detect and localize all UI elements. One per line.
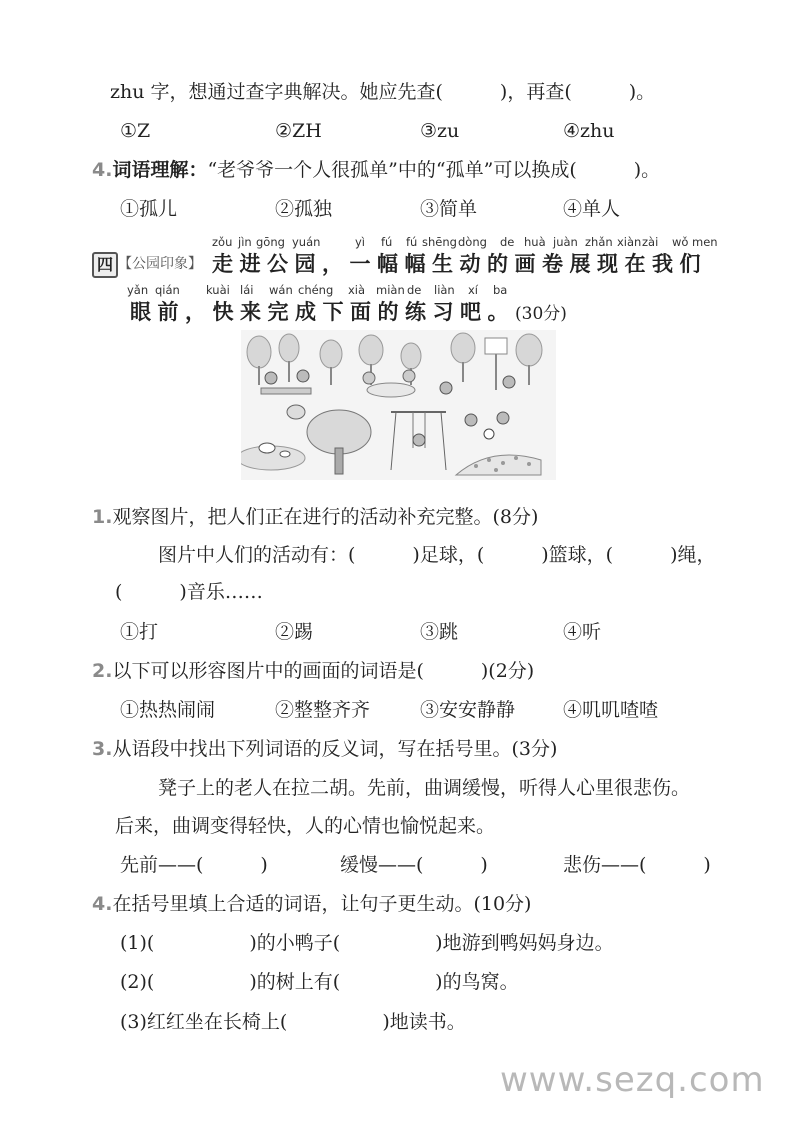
p4-text: 在括号里填上合适的词语，让句子更生动。(10分) (112, 893, 532, 915)
pinyin: fú (406, 235, 418, 249)
p3-pair-2[interactable]: 缓慢——( ) (340, 854, 488, 876)
pinyin: yì (355, 235, 366, 249)
p2-option-4[interactable]: ④叽叽喳喳 (563, 699, 659, 721)
pinyin: jìn (238, 235, 252, 249)
section-tag: 【公园印象】 (118, 256, 202, 272)
p4-sentence-3[interactable]: (3)红红坐在长椅上( )地读书。 (120, 1011, 466, 1033)
park-illustration (241, 330, 556, 480)
q4-question (92, 158, 660, 182)
p1-question (92, 505, 538, 529)
q3-option-1[interactable]: ①Z (120, 120, 151, 142)
q4-number: 4. (92, 159, 113, 181)
p3-pair-3[interactable]: 悲伤——( ) (563, 854, 711, 876)
q4-text: “老爷爷一个人很孤单”中的“孤单”可以换成( )。 (207, 159, 661, 181)
p3-text: 从语段中找出下列词语的反义词，写在括号里。(3分) (112, 738, 558, 760)
q3-option-2[interactable]: ②ZH (275, 120, 322, 142)
p1-number: 1. (92, 506, 113, 528)
p3-question (92, 737, 557, 761)
pinyin: kuài (206, 283, 230, 297)
q3-continuation-text: zhu 字，想通过查字典解决。她应先查( )，再查( )。 (110, 81, 656, 103)
pinyin: yuán (292, 235, 321, 249)
pinyin: gōng (256, 235, 285, 249)
p2-option-1[interactable]: ①热热闹闹 (120, 699, 216, 721)
q4-option-1[interactable]: ①孤儿 (120, 198, 178, 220)
pinyin: chéng (298, 283, 334, 297)
p2-option-2[interactable]: ②整整齐齐 (275, 699, 371, 721)
pinyin: zǒu (212, 235, 233, 249)
pinyin: de (407, 283, 422, 297)
pinyin: qián (155, 283, 180, 297)
p4-sentence-1[interactable]: (1)( )的小鸭子( )地游到鸭妈妈身边。 (120, 932, 614, 954)
section-points: (30分) (515, 304, 567, 324)
watermark: www.sezq.com (500, 1060, 765, 1100)
p4-question (92, 892, 531, 916)
section-number-badge: 四 (92, 252, 118, 278)
pinyin: juàn (553, 235, 578, 249)
p1-option-3[interactable]: ③跳 (420, 621, 459, 643)
p3-pair-1[interactable]: 先前——( ) (120, 854, 268, 876)
pinyin: zài (642, 235, 659, 249)
pinyin: wán (269, 283, 293, 297)
q4-label: 词语理解： (112, 159, 208, 181)
p3-paragraph-1: 凳子上的老人在拉二胡。先前，曲调缓慢，听得人心里很悲伤。 (158, 777, 691, 799)
p1-option-2[interactable]: ②踢 (275, 621, 314, 643)
p4-number: 4. (92, 893, 113, 915)
pinyin: yǎn (127, 283, 149, 297)
q4-option-4[interactable]: ④单人 (563, 198, 621, 220)
section-intro-line-1: 走进公园，一幅幅生动的画卷展现在我们 (212, 251, 707, 276)
pinyin: ba (493, 283, 508, 297)
q4-option-2[interactable]: ②孤独 (275, 198, 333, 220)
pinyin: xià (348, 283, 366, 297)
section-intro-text: 眼前，快来完成下面的练习吧。 (130, 299, 515, 324)
pinyin: wǒ (672, 235, 689, 249)
p2-text: 以下可以形容图片中的画面的词语是( )(2分) (112, 660, 535, 682)
pinyin: huà (524, 235, 546, 249)
pinyin: men (692, 235, 718, 249)
pinyin: de (500, 235, 515, 249)
p4-sentence-2[interactable]: (2)( )的树上有( )的鸟窝。 (120, 971, 519, 993)
p2-number: 2. (92, 660, 113, 682)
p1-line-b: ( )音乐…… (115, 581, 263, 603)
p1-option-4[interactable]: ④听 (563, 621, 602, 643)
pinyin: dòng (458, 235, 487, 249)
pinyin: miàn (376, 283, 405, 297)
pinyin: shēng (422, 235, 457, 249)
q3-option-4[interactable]: ④zhu (563, 120, 615, 142)
pinyin: xí (468, 283, 479, 297)
p2-option-3[interactable]: ③安安静静 (420, 699, 516, 721)
pinyin: lái (240, 283, 254, 297)
p2-question (92, 659, 534, 683)
pinyin: xiàn (617, 235, 642, 249)
q4-option-3[interactable]: ③简单 (420, 198, 478, 220)
pinyin: zhǎn (585, 235, 613, 249)
q3-option-3[interactable]: ③zu (420, 120, 460, 142)
p1-text: 观察图片，把人们正在进行的活动补充完整。(8分) (112, 506, 539, 528)
p1-line-a: 图片中人们的活动有：( )足球，( )篮球，( )绳， (158, 544, 716, 566)
p1-option-1[interactable]: ①打 (120, 621, 159, 643)
pinyin: liàn (434, 283, 455, 297)
section-intro-line-2 (130, 299, 567, 327)
p3-number: 3. (92, 738, 113, 760)
pinyin: fú (381, 235, 393, 249)
p3-paragraph-2: 后来，曲调变得轻快，人的心情也愉悦起来。 (115, 815, 496, 837)
